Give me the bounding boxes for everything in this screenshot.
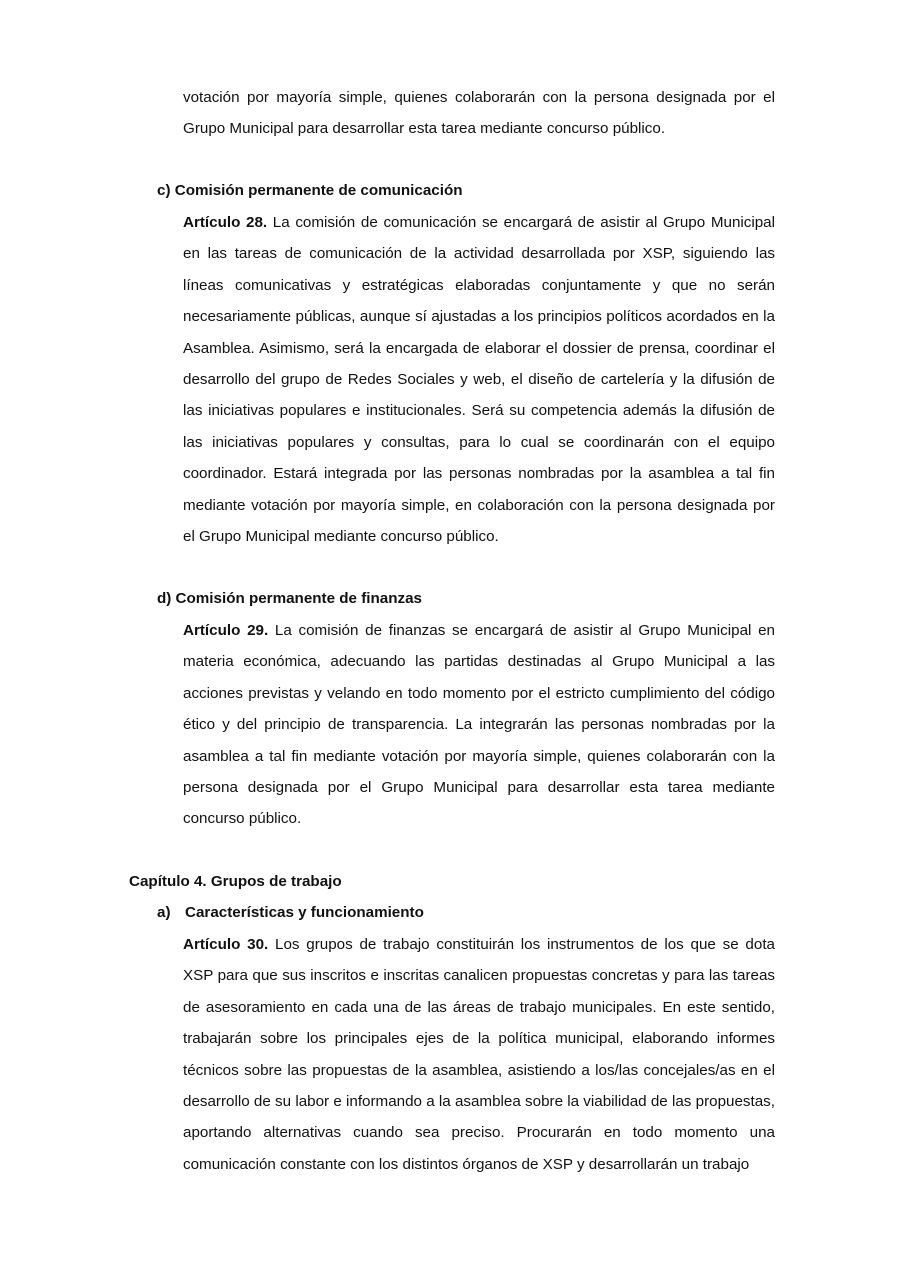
subsection-a-title: Características y funcionamiento bbox=[185, 904, 424, 921]
section-d-heading: d) Comisión permanente de finanzas bbox=[157, 590, 422, 607]
article-29-text: La comisión de finanzas se encargará de asistir al Grupo Municipal en materia económica, adecuando las partidas destinadas al Grupo Municipal a las acciones previstas y velando en todo momento por el estricto cumplimiento del código ético y del principio de transparencia. La integrarán las personas nombradas por la asamblea a tal fin mediante votación por mayoría simple, quienes colaborarán con la persona designada por el Grupo Municipal para desarrollar esta tarea mediante concurso público. bbox=[183, 622, 775, 828]
subsection-a-heading bbox=[157, 903, 424, 923]
subsection-a-marker: a) bbox=[157, 904, 171, 921]
article-29-label: Artículo 29. bbox=[183, 622, 269, 639]
section-c-heading: c) Comisión permanente de comunicación bbox=[157, 182, 463, 199]
article-28-paragraph bbox=[183, 207, 775, 552]
article-28-label: Artículo 28. bbox=[183, 214, 268, 231]
article-29-paragraph bbox=[183, 615, 775, 835]
continuation-paragraph bbox=[183, 82, 775, 145]
article-30-label: Artículo 30. bbox=[183, 936, 269, 953]
continuation-text: votación por mayoría simple, quienes colaborarán con la persona designada por el Grupo Municipal para desarrollar esta tarea mediante concurso público. bbox=[183, 89, 775, 138]
chapter-4-heading: Capítulo 4. Grupos de trabajo bbox=[129, 873, 342, 890]
article-28-text: La comisión de comunicación se encargará de asistir al Grupo Municipal en las tareas de comunicación de la actividad desarrollada por XSP, siguiendo las líneas comunicativas y estratégicas elaboradas conjuntamente y que no serán necesariamente públicas, aunque sí ajustadas a los principios políticos acordados en la Asamblea. Asimismo, será la encargada de elaborar el dossier de prensa, coordinar el desarrollo del grupo de Redes Sociales y web, el diseño de cartelería y la difusión de las iniciativas populares e institucionales. Será su competencia además la difusión de las iniciativas populares y consultas, para lo cual se coordinarán con el equipo coordinador. Estará integrada por las personas nombradas por la asamblea a tal fin mediante votación por mayoría simple, en colaboración con la persona designada por el Grupo Municipal mediante concurso público. bbox=[183, 214, 775, 546]
article-30-paragraph bbox=[183, 929, 775, 1180]
article-30-text: Los grupos de trabajo constituirán los instrumentos de los que se dota XSP para que sus inscritos e inscritas canalicen propuestas concretas y para las tareas de asesoramiento en cada una de las áreas de trabajo municipales. En este sentido, trabajarán sobre los principales ejes de la política municipal, elaborando informes técnicos sobre las propuestas de la asamblea, asistiendo a los/las concejales/as en el desarrollo de su labor e informando a la asamblea sobre la viabilidad de las propuestas, aportando alternativas cuando sea preciso. Procurarán en todo momento una comunicación constante con los distintos órganos de XSP y desarrollarán un trabajo bbox=[183, 936, 775, 1173]
